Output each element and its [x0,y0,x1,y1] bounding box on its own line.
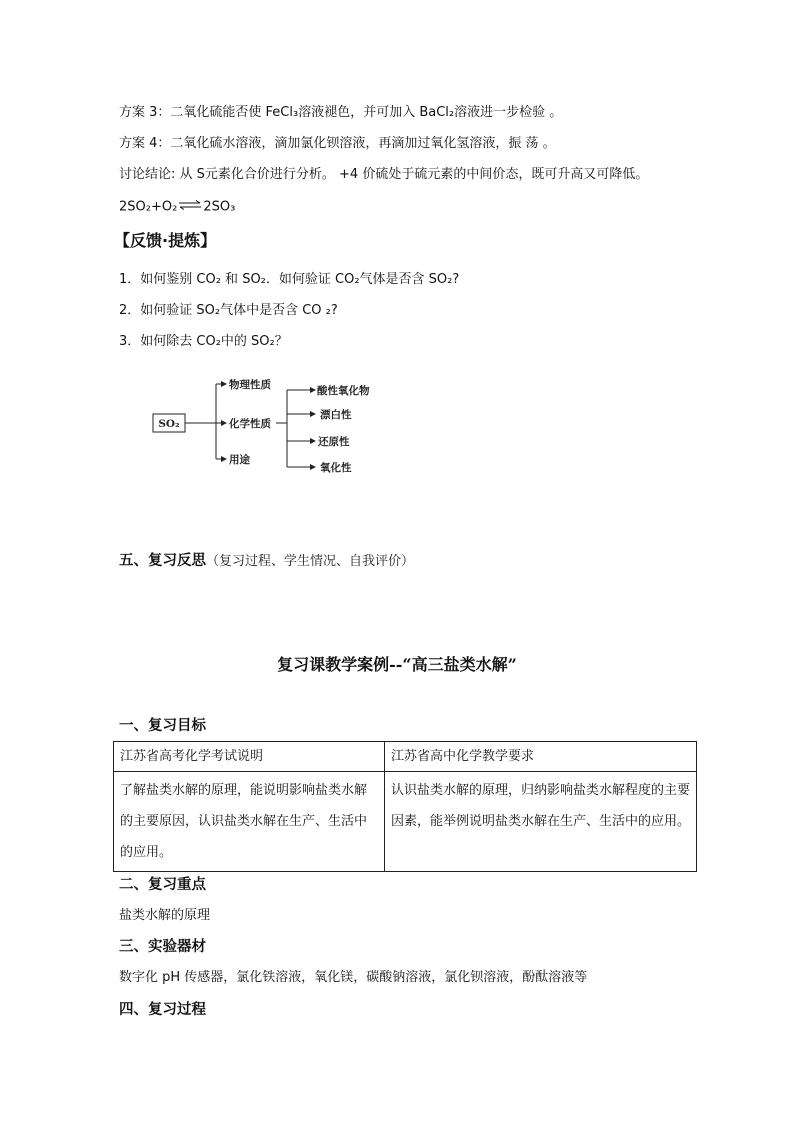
table-cell: 认识盐类水解的原理，归纳影响盐类水解程度的主要因素，能举例说明盐类水解在生产、生活中的应用。 [385,772,697,872]
section-2-heading: 二、复习重点 [119,877,206,893]
discussion-conclusion: 讨论结论: 从 S元素化合价进行分析。 +4 价硫处于硫元素的中间价态，既可升高又可降低。 [119,167,649,182]
section-1-heading: 一、复习目标 [119,718,206,734]
table-header-cell: 江苏省高考化学考试说明 [114,742,385,772]
section-3-text: 数字化 pH 传感器，氯化铁溶液，氧化镁，碳酸钠溶液，氯化钡溶液，酚酞溶液等 [119,970,588,985]
reducing-label: 还原性 [318,436,350,448]
section-5-note: （复习过程、学生情况、自我评价） [206,554,415,569]
table-cell: 了解盐类水解的原理，能说明影响盐类水解的主要原因，认识盐类水解在生产、生活中的应用。 [114,772,385,872]
feedback-heading: 【反馈·提炼】 [114,231,217,250]
section-5-title: 五、复习反思 [119,553,206,569]
reversible-arrow-icon [178,198,202,216]
equation-reactants: 2SO₂+O₂ [119,199,178,215]
review-goals-table [113,741,697,872]
reaction-equation [119,198,235,217]
feedback-question-3: 3．如何除去 CO₂中的 SO₂？ [119,334,288,349]
feedback-question-1: 1．如何鉴别 CO₂ 和 SO₂．如何验证 CO₂气体是否含 SO₂? [119,272,460,287]
acidic-oxide-label: 酸性氧化物 [317,385,370,397]
so2-property-diagram [150,372,400,482]
physical-properties-label: 物理性质 [229,379,271,391]
equation-products: 2SO₃ [203,199,236,215]
table-row [114,772,697,872]
oxidizing-label: 氧化性 [320,462,352,474]
table-header-cell: 江苏省高中化学教学要求 [385,742,697,772]
section-4-heading: 四、复习过程 [119,1002,206,1018]
bleaching-label: 漂白性 [320,409,352,421]
section-2-text: 盐类水解的原理 [119,908,211,923]
section-3-heading: 三、实验器材 [119,939,206,955]
plan-3-text: 方案 3：二氧化硫能否使 FeCl₃溶液褪色，并可加入 BaCl₂溶液进一步检验 。 [119,105,563,120]
feedback-question-2: 2．如何验证 SO₂气体中是否含 CO ₂? [119,303,338,318]
uses-label: 用途 [229,454,250,466]
so2-label: SO₂ [158,418,180,430]
section-5-heading [119,552,414,571]
plan-4-text: 方案 4：二氧化硫水溶液，滴加氯化钡溶液，再滴加过氧化氢溶液，振 荡 。 [119,136,556,151]
table-header-row [114,742,697,772]
chemical-properties-label: 化学性质 [229,418,271,430]
case-title: 复习课教学案例--“高三盐类水解” [277,655,517,674]
